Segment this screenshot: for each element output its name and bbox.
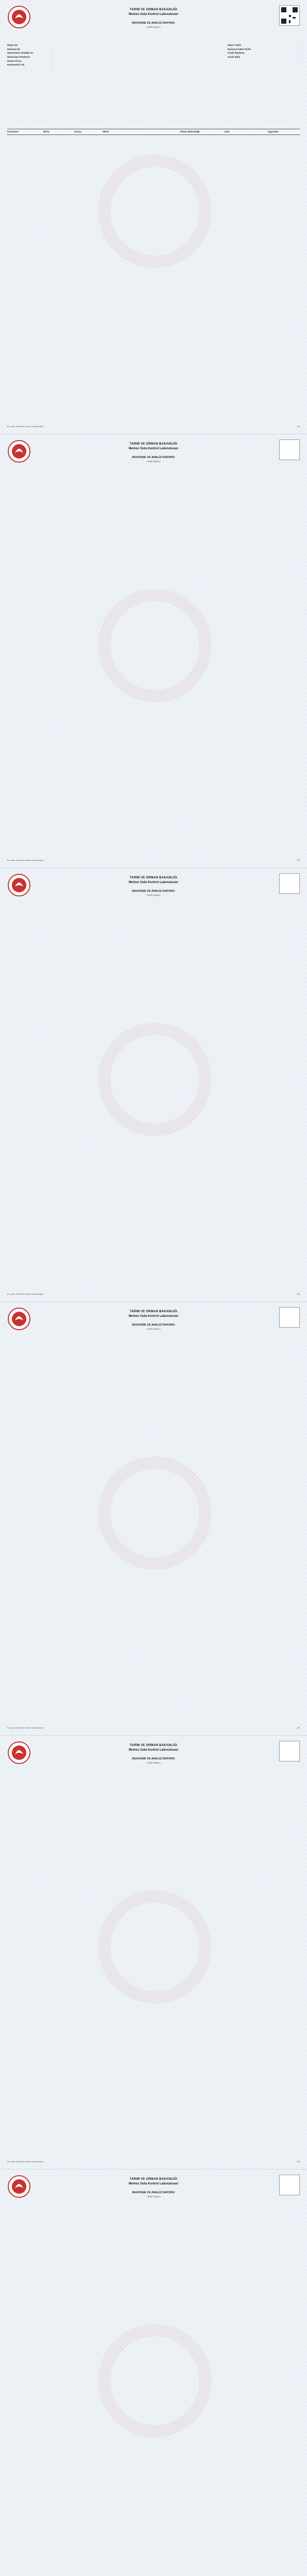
institute-name: Merkez Gıda Kontrol Laboratuvarı: [128, 1314, 179, 1318]
page-header: [0, 8, 307, 28]
report-subtitle: Analiz Raporu: [147, 1761, 160, 1764]
info-label: Numune Kabul Tarihi: [228, 47, 251, 50]
info-value: …: [51, 52, 53, 55]
info-value: …: [297, 47, 300, 50]
ministry-name: TARIM VE ORMAN BAKANLIĞI: [130, 8, 177, 11]
report-title: MUAYENE VE ANALİZ RAPORU: [132, 1757, 175, 1760]
page-footer: [7, 1726, 300, 1729]
watermark-seal: [98, 155, 212, 268]
info-row: [7, 63, 300, 67]
page-4: [0, 1301, 307, 1735]
column-header: Parametre: [7, 130, 19, 133]
institute-name: Merkez Gıda Kontrol Laboratuvarı: [128, 2182, 179, 2185]
page-2: [0, 434, 307, 868]
report-title: MUAYENE VE ANALİZ RAPORU: [132, 22, 175, 25]
page-5: [0, 1735, 307, 2169]
page-number: 3/8: [297, 1293, 300, 1295]
watermark-seal: [98, 1023, 212, 1136]
info-label: Numunenin Adı: [7, 63, 25, 66]
info-value: …: [297, 52, 300, 55]
column-header: Uygunluk: [268, 130, 279, 133]
column-header: Birim: [43, 130, 50, 133]
results-table: [7, 129, 300, 135]
info-value: …: [51, 59, 53, 62]
report-title: MUAYENE VE ANALİZ RAPORU: [132, 1324, 175, 1327]
institute-name: Merkez Gıda Kontrol Laboratuvarı: [128, 880, 179, 884]
page-number: 1/8: [297, 425, 300, 428]
column-header: Sonuç: [74, 130, 82, 133]
page-1: [0, 0, 307, 434]
institute-name: Merkez Gıda Kontrol Laboratuvarı: [128, 447, 179, 450]
info-value: …: [297, 55, 300, 58]
page-footer: [7, 859, 300, 861]
page-footer: [7, 1293, 300, 1295]
page-header: [0, 1744, 307, 1764]
report-subtitle: Analiz Raporu: [147, 893, 160, 896]
institute-name: Merkez Gıda Kontrol Laboratuvarı: [128, 12, 179, 16]
page-number: 5/8: [297, 2160, 300, 2163]
report-subtitle: Analiz Raporu: [147, 460, 160, 463]
footer-note: Bu rapor elektronik olarak imzalanmıştır.: [7, 1293, 44, 1295]
footer-note: Bu rapor elektronik olarak imzalanmıştır.: [7, 425, 44, 428]
ministry-name: TARIM VE ORMAN BAKANLIĞI: [130, 2178, 177, 2181]
report-subtitle: Analiz Raporu: [147, 25, 160, 28]
page-header: [0, 876, 307, 896]
page-3: [0, 868, 307, 1301]
footer-note: Bu rapor elektronik olarak imzalanmıştır.: [7, 2160, 44, 2163]
info-row: [228, 43, 300, 47]
info-label: Rapor Tarihi: [228, 44, 241, 46]
page-footer: [7, 425, 300, 428]
info-label: Numuneyi Gönderen: [7, 55, 30, 58]
info-label: Analiz Bitiş: [228, 55, 240, 58]
sample-info-right: [228, 43, 300, 59]
table-header-row: [7, 129, 300, 135]
page-header: [0, 1310, 307, 1330]
page-number: 4/8: [297, 1726, 300, 1729]
report-subtitle: Analiz Raporu: [147, 2195, 160, 2198]
info-row: [228, 55, 300, 59]
info-label: Üretici Firma: [7, 59, 22, 62]
institute-name: Merkez Gıda Kontrol Laboratuvarı: [128, 1748, 179, 1752]
page-footer: [7, 2160, 300, 2163]
report-title: MUAYENE VE ANALİZ RAPORU: [132, 890, 175, 893]
info-row: [7, 59, 300, 63]
report-title: MUAYENE VE ANALİZ RAPORU: [132, 2191, 175, 2194]
report-subtitle: Analiz Raporu: [147, 1327, 160, 1330]
report-title: MUAYENE VE ANALİZ RAPORU: [132, 456, 175, 459]
watermark-seal: [98, 589, 212, 702]
footer-note: Bu rapor elektronik olarak imzalanmıştır.: [7, 1726, 44, 1729]
info-value: …: [51, 44, 53, 46]
info-value: …: [51, 55, 53, 58]
info-value: …: [51, 63, 53, 66]
watermark-seal: [98, 1890, 212, 2004]
column-header: Ölçüm Belirsizliği: [180, 130, 200, 133]
ministry-name: TARIM VE ORMAN BAKANLIĞI: [130, 1310, 177, 1313]
info-value: …: [51, 47, 53, 50]
info-label: Rapor No: [7, 44, 18, 46]
ministry-name: TARIM VE ORMAN BAKANLIĞI: [130, 1744, 177, 1747]
ministry-name: TARIM VE ORMAN BAKANLIĞI: [130, 876, 177, 879]
info-row: [228, 51, 300, 55]
page-header: [0, 443, 307, 463]
page-number: 2/8: [297, 859, 300, 861]
info-label: Numunenin Alındığı Yer: [7, 52, 34, 55]
page-6: [0, 2169, 307, 2576]
info-value: …: [297, 44, 300, 46]
info-label: Analiz Başlama: [228, 52, 245, 55]
ministry-name: TARIM VE ORMAN BAKANLIĞI: [130, 443, 177, 446]
watermark-seal: [98, 1456, 212, 1570]
footer-note: Bu rapor elektronik olarak imzalanmıştır.: [7, 859, 44, 861]
column-header: Metot: [103, 130, 109, 133]
column-header: Limit: [224, 130, 230, 133]
info-row: [228, 47, 300, 52]
info-label: Numune No: [7, 47, 21, 50]
watermark-seal: [98, 2324, 212, 2437]
page-header: [0, 2178, 307, 2198]
